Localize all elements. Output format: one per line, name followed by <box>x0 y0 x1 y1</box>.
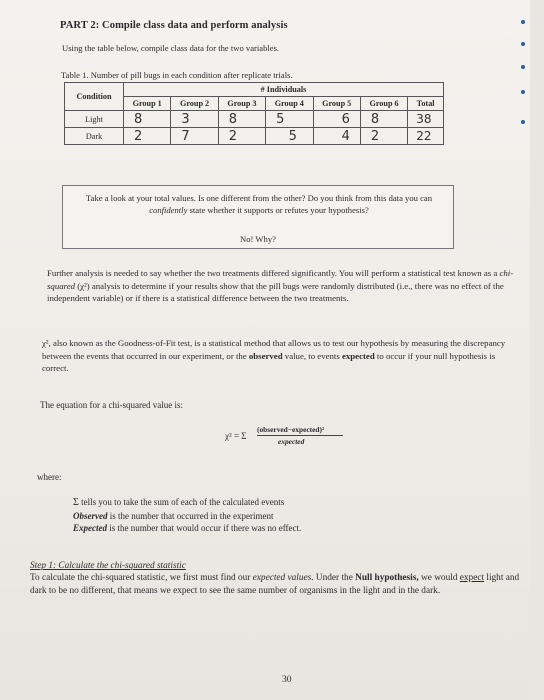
edge-dot <box>521 20 525 24</box>
definition-term: Expected <box>73 523 107 534</box>
step-text <box>30 572 530 597</box>
handwritten-cell[interactable]: 8 <box>124 111 171 128</box>
handwritten-cell[interactable]: 7 <box>171 128 218 145</box>
definition-text: tells you to take the sum of each of the calculated events <box>78 497 285 507</box>
edge-marks <box>518 20 528 220</box>
formula-denominator: expected <box>278 437 305 446</box>
condition-header: Condition <box>65 83 124 111</box>
edge-dot <box>521 120 525 124</box>
analysis-paragraph <box>47 267 517 305</box>
handwritten-total-cell[interactable]: 38 <box>408 111 444 128</box>
handwritten-cell[interactable]: 3 <box>171 111 218 128</box>
column-header: Group 3 <box>218 97 265 111</box>
table-caption: Table 1. Number of pill bugs in each condition after replicate trials. <box>61 70 293 80</box>
edge-dot <box>521 42 525 46</box>
equation-label: The equation for a chi-squared value is: <box>40 400 183 410</box>
question-box <box>62 185 454 249</box>
column-header: Group 1 <box>124 97 171 111</box>
definition-expected <box>73 522 453 535</box>
definition-observed <box>73 510 453 523</box>
step-emphasis: expected values <box>252 573 312 584</box>
paragraph-text: (χ²) analysis to determine if your results show that the pill bugs were randomly distributed (i.e., there was no effect of the independent variable) or if there is a statistical difference between the two treatments. <box>47 280 504 304</box>
paragraph-text: to occur if your null hypothesis is correct. <box>42 350 496 374</box>
paragraph-bold: observed <box>248 350 283 361</box>
handwritten-total-cell[interactable]: 22 <box>408 128 444 145</box>
question-emphasis: confidently <box>149 205 188 215</box>
table-row <box>65 111 444 128</box>
edge-dot <box>521 90 525 94</box>
handwritten-cell[interactable]: 8 <box>218 111 265 128</box>
column-header: Group 6 <box>360 97 407 111</box>
chi-square-formula <box>225 425 355 451</box>
step-bold: Null hypothesis, <box>355 573 419 584</box>
fraction-bar <box>257 435 343 436</box>
paragraph-text: χ², also known as the Goodness-of-Fit test, is a statistical method that allows us to test our hypothesis by measuring the discrepancy between the events that occurred in our experiment, or the <box>42 338 506 361</box>
definition-term: Observed <box>73 510 108 521</box>
step-text-part: we would <box>418 573 460 584</box>
step-underline: expect <box>459 573 485 584</box>
step-text-part: To calculate the chi-squared statistic, we first must find our <box>30 573 253 584</box>
question-text <box>73 192 445 216</box>
handwritten-cell[interactable]: 2 <box>218 128 265 145</box>
paragraph-text: Further analysis is needed to say whether the two treatments differed significantly. You will perform a statistical test known as a <box>47 268 500 278</box>
step-text-part: light and dark to be no different, that means we expect to see the same number of organisms in the light and in the dark. <box>30 573 520 596</box>
step-title: Step 1: Calculate the chi-squared statistic <box>30 561 186 571</box>
paragraph-emphasis: chi-squared <box>47 268 514 291</box>
handwritten-cell[interactable]: 2 <box>360 128 407 145</box>
formula-numerator: (observed−expected)² <box>257 425 325 434</box>
sigma-symbol: Σ <box>73 497 79 508</box>
handwritten-cell[interactable]: 5 <box>266 128 313 145</box>
row-label: Dark <box>65 128 124 145</box>
column-header: Group 4 <box>266 97 313 111</box>
definition-sigma <box>73 496 453 510</box>
page-number: 30 <box>282 675 292 685</box>
definition-text: is the number that would occur if there was no effect. <box>107 523 302 534</box>
question-part: Take a look at your total values. Is one different from the other? Do you think from this data you can <box>86 193 432 203</box>
step-text-part: . Under the <box>311 573 356 584</box>
edge-dot <box>521 65 525 69</box>
handwritten-cell[interactable]: 5 <box>266 111 313 128</box>
table-header-row <box>65 83 444 97</box>
chi-square-paragraph <box>42 337 516 375</box>
handwritten-cell[interactable]: 6 <box>313 111 360 128</box>
handwritten-cell[interactable]: 8 <box>360 111 407 128</box>
paragraph-bold: expected <box>341 350 375 361</box>
column-header: Group 5 <box>313 97 360 111</box>
instruction-text: Using the table below, compile class data for the two variables. <box>62 43 280 53</box>
handwritten-cell[interactable]: 2 <box>124 128 171 145</box>
formula-lhs: χ² = Σ <box>225 431 247 441</box>
handwritten-cell[interactable]: 4 <box>313 128 360 145</box>
definitions <box>73 496 453 535</box>
row-label: Light <box>65 111 124 128</box>
part-title: PART 2: Compile class data and perform analysis <box>60 20 288 31</box>
step-1-section <box>30 560 530 597</box>
answer-text: No! Why? <box>240 234 276 244</box>
paragraph-text: value, to events <box>282 350 342 361</box>
pill-bug-table <box>64 82 444 145</box>
table-row <box>65 128 444 145</box>
individuals-header: # Individuals <box>124 83 444 97</box>
column-header: Group 2 <box>171 97 218 111</box>
question-part: state whether it supports or refutes your hypothesis? <box>187 205 369 215</box>
column-header: Total <box>408 97 444 111</box>
definition-text: is the number that occurred in the experiment <box>107 510 274 521</box>
where-label: where: <box>37 472 62 482</box>
